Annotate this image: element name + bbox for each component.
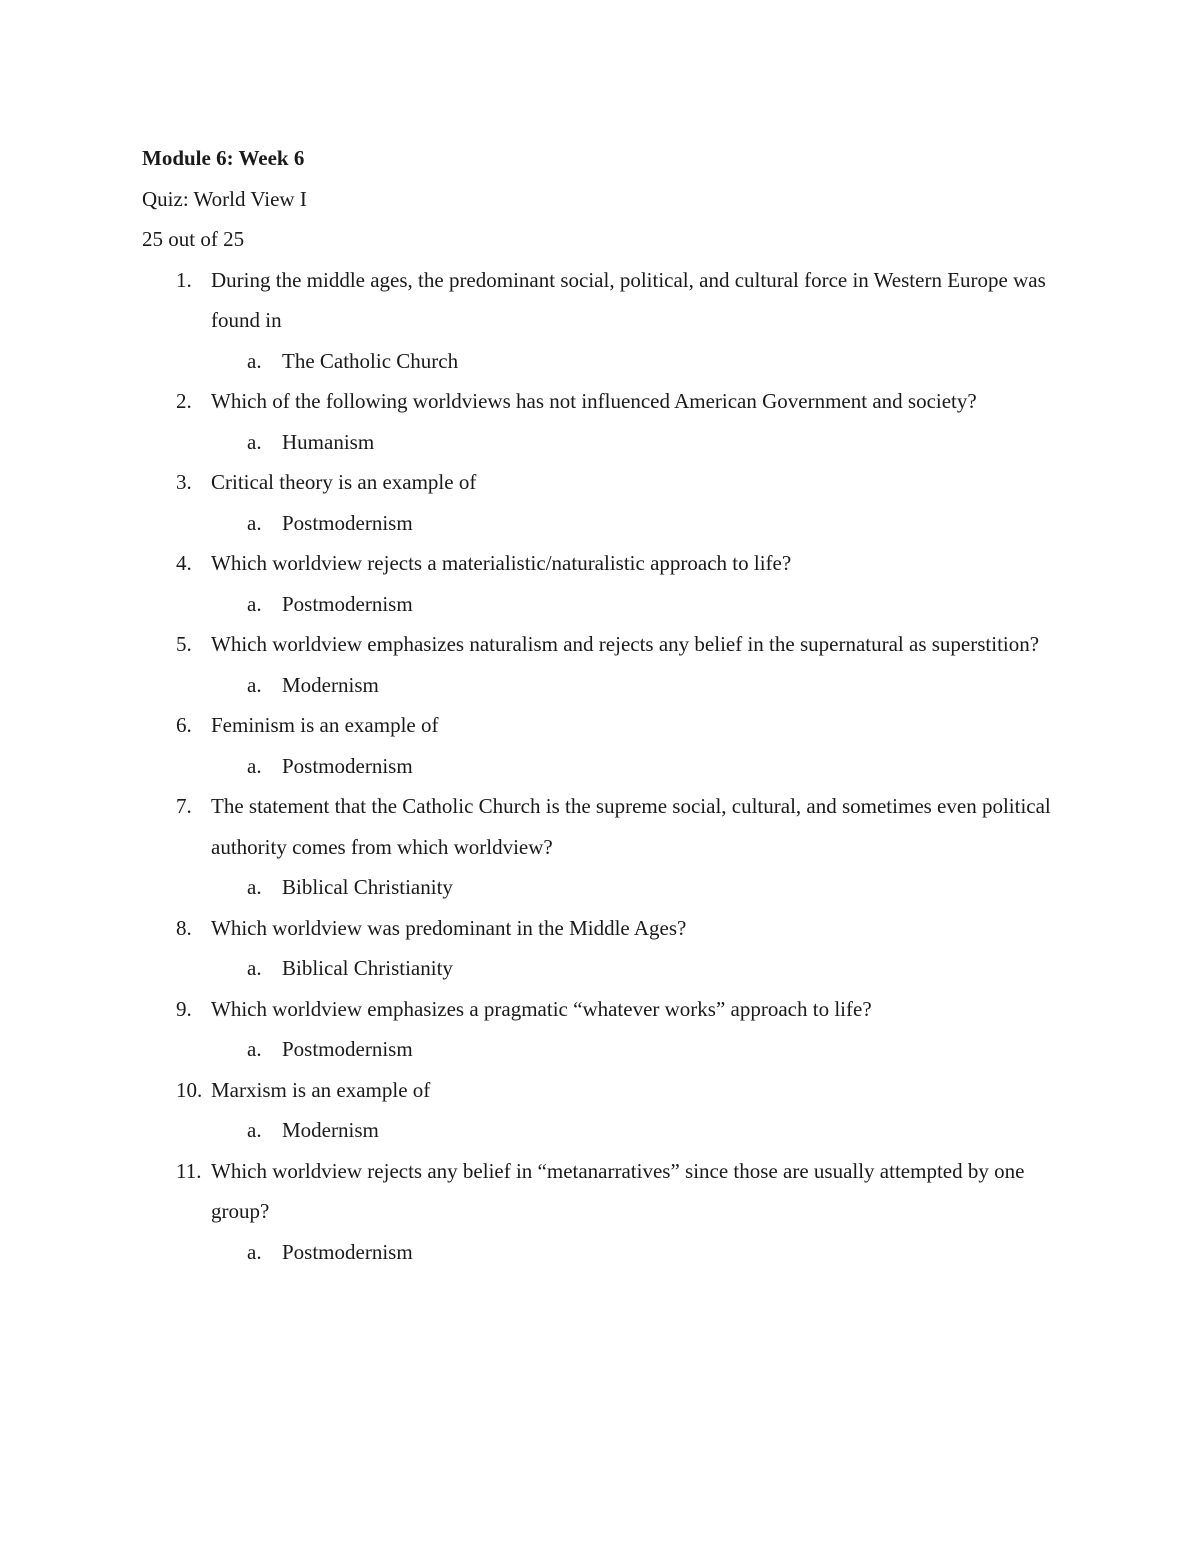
answer-item <box>142 584 1072 625</box>
question-number: 8. <box>176 915 192 940</box>
document-content <box>142 138 1072 1272</box>
answer-letter: a. <box>247 1239 262 1264</box>
answer-text: Postmodernism <box>282 1239 413 1264</box>
question-number: 2. <box>176 389 192 413</box>
question-text: Which worldview emphasizes naturalism and rejects any belief in the supernatural as superstition? <box>211 632 1040 656</box>
answer-text: Modernism <box>282 672 379 697</box>
page-title: Module 6: Week 6 <box>142 146 305 170</box>
answer-letter: a. <box>247 591 262 616</box>
answer-text: Postmodernism <box>282 591 413 616</box>
answer-text: The Catholic Church <box>282 348 459 373</box>
answer-text: Postmodernism <box>282 510 413 535</box>
answer-item <box>142 1110 1072 1151</box>
question-number: 7. <box>176 794 192 818</box>
answer-text: Modernism <box>282 1118 379 1142</box>
question-number: 6. <box>176 713 192 737</box>
answer-letter: a. <box>247 348 262 373</box>
answer-text: Biblical Christianity <box>282 875 453 899</box>
answer-item <box>142 948 1072 989</box>
answer-letter: a. <box>247 956 262 980</box>
question-item <box>142 381 1072 462</box>
answer-item <box>142 341 1072 382</box>
answer-letter: a. <box>247 753 262 778</box>
answer-text: Postmodernism <box>282 753 413 778</box>
answer-letter: a. <box>247 1037 262 1061</box>
question-list <box>142 260 1072 1273</box>
question-item <box>142 1070 1072 1151</box>
answer-letter: a. <box>247 1118 262 1142</box>
answer-text: Humanism <box>282 429 375 454</box>
question-text: Which worldview was predominant in the Middle Ages? <box>211 915 687 940</box>
question-item <box>142 462 1072 543</box>
answer-letter: a. <box>247 672 262 697</box>
question-item <box>142 989 1072 1070</box>
answer-text: Biblical Christianity <box>282 956 453 980</box>
question-number: 11. <box>176 1158 202 1183</box>
answer-letter: a. <box>247 875 262 899</box>
question-text: Which worldview rejects any belief in “metanarratives” since those are usually attempted by one group? <box>211 1158 1025 1223</box>
question-item <box>142 260 1072 382</box>
answer-letter: a. <box>247 429 262 454</box>
answer-item <box>142 503 1072 544</box>
quiz-name: Quiz: World View I <box>142 186 307 211</box>
question-item <box>142 705 1072 786</box>
answer-item <box>142 422 1072 463</box>
question-text: Which of the following worldviews has not influenced American Government and society? <box>211 389 977 413</box>
question-text: The statement that the Catholic Church is the supreme social, cultural, and sometimes even political authority comes from which worldview? <box>211 794 1051 859</box>
question-text: Which worldview emphasizes a pragmatic “whatever works” approach to life? <box>211 996 872 1021</box>
answer-item <box>142 867 1072 908</box>
question-item <box>142 908 1072 989</box>
answer-item <box>142 746 1072 787</box>
question-number: 9. <box>176 996 192 1021</box>
question-number: 3. <box>176 470 192 494</box>
question-number: 5. <box>176 632 192 656</box>
answer-item <box>142 1232 1072 1273</box>
answer-item <box>142 665 1072 706</box>
answer-text: Postmodernism <box>282 1037 413 1061</box>
answer-item <box>142 1029 1072 1070</box>
question-item <box>142 1151 1072 1273</box>
quiz-score: 25 out of 25 <box>142 227 245 251</box>
question-text: Marxism is an example of <box>211 1077 431 1102</box>
question-text: Critical theory is an example of <box>211 470 477 494</box>
question-item <box>142 543 1072 624</box>
question-text: Which worldview rejects a materialistic/naturalistic approach to life? <box>211 551 792 575</box>
question-item <box>142 624 1072 705</box>
question-number: 10. <box>176 1077 203 1102</box>
question-item <box>142 786 1072 908</box>
answer-letter: a. <box>247 510 262 535</box>
question-text: During the middle ages, the predominant social, political, and cultural force in Western Europe was found in <box>211 267 1046 332</box>
question-number: 4. <box>176 551 192 575</box>
question-number: 1. <box>176 267 192 292</box>
question-text: Feminism is an example of <box>211 713 439 737</box>
